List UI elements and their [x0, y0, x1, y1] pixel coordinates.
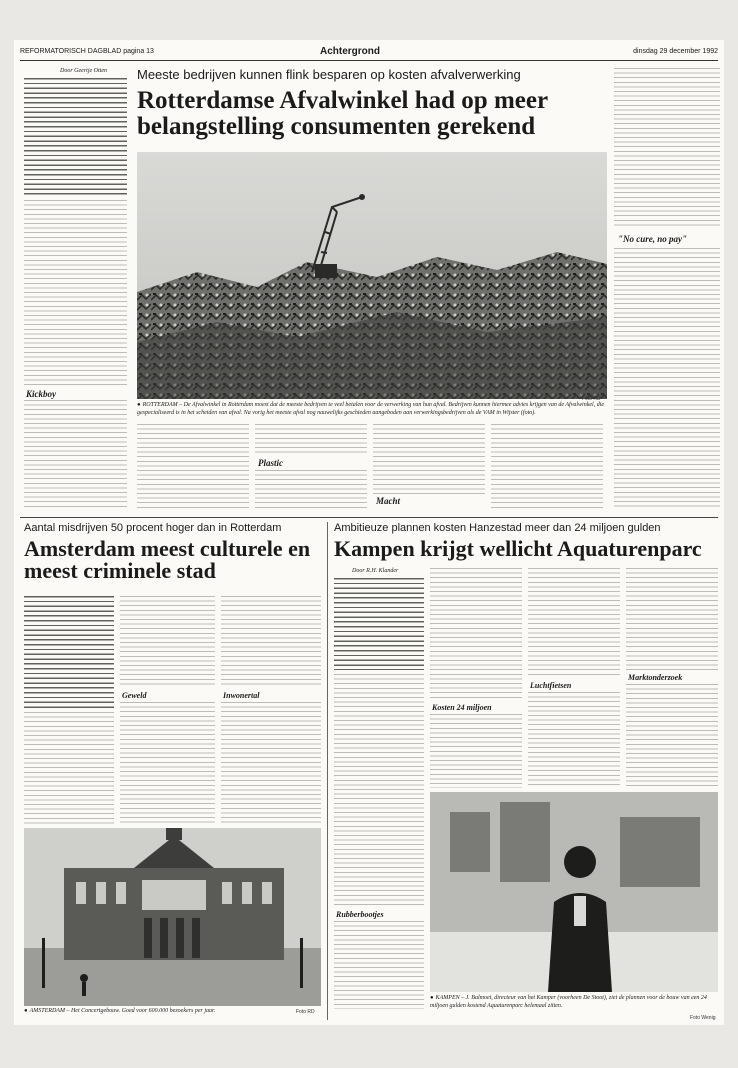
kampen-lead — [334, 578, 424, 670]
amsterdam-body-col2b — [120, 702, 215, 824]
amsterdam-body-col1 — [24, 712, 114, 824]
rotterdam-body-col3a — [255, 424, 367, 454]
amsterdam-kicker: Aantal misdrijven 50 procent hoger dan in Rotterdam — [24, 522, 282, 534]
subhead-plastic: Plastic — [258, 458, 283, 468]
rotterdam-body-col1 — [24, 200, 127, 385]
amsterdam-body-col2a — [120, 596, 215, 688]
rotterdam-headline: Rotterdamse Afvalwinkel had op meer belangstelling consumenten gerekend — [137, 87, 548, 140]
caption-marker-icon: ● — [137, 402, 141, 408]
kampen-body-col2b — [430, 714, 522, 788]
rotterdam-byline: Door Geertje Otten — [60, 68, 107, 74]
rotterdam-body-col3b — [255, 470, 367, 510]
subhead-geweld: Geweld — [122, 691, 147, 700]
section-divider — [20, 517, 718, 518]
rotterdam-body-col2 — [137, 424, 249, 510]
amsterdam-caption-text: AMSTERDAM – Het Concertgebouw. Goed voor 600.000 bezoekers per jaar. — [29, 1008, 216, 1014]
afvalwinkel-photo — [137, 152, 607, 399]
amsterdam-headline: Amsterdam meest culturele en meest criminele stad — [24, 536, 311, 584]
section-title: Achtergrond — [320, 46, 380, 57]
concertgebouw-photo — [24, 828, 321, 1006]
kampen-body-col3a — [528, 568, 620, 678]
page-date: dinsdag 29 december 1992 — [633, 48, 718, 55]
kampen-body-col1b — [334, 921, 424, 1009]
amsterdam-photo-credit: Foto RD — [296, 1009, 315, 1015]
subhead-rubberbootjes: Rubberbootjes — [336, 910, 384, 919]
paper-name: REFORMATORISCH DAGBLAD pagina 13 — [20, 48, 154, 55]
kampen-body-col3b — [528, 692, 620, 788]
caption-marker-icon: ● — [430, 995, 434, 1001]
kampen-director-photo — [430, 792, 718, 992]
rotterdam-photo-credit: Foto RD — [582, 396, 601, 402]
rotterdam-kicker: Meeste bedrijven kunnen flink besparen op kosten afvalverwerking — [137, 67, 521, 82]
subhead-kosten: Kosten 24 miljoen — [432, 703, 492, 712]
rotterdam-caption-text: ROTTERDAM – De Afvalwinkel in Rotterdam moest dat de meeste bedrijven te veel betalen voor de verwerking van hun afval. Bedrijven kunnen hiermee advies krijgen van de Afvalwinkel, die gespecialiseerd is in het scheiden van afval. Na vorig het meeste afval nog nauwelijks geschieden aangeboden aan verwerkingsbedrijven als de VAM in Wijster (foto). — [137, 402, 605, 416]
kampen-byline: Door R.H. Klander — [352, 568, 399, 574]
kampen-body-col4a — [626, 568, 718, 670]
amsterdam-lead — [24, 596, 114, 708]
kampen-caption-text: KAMPEN – J. Balmoet, directeur van het Kamper (voorheen De Stoot), ziet de plannen voor de bouw van een 24 miljoen gulden kostend Aquaturenparc helemaal zitten. — [430, 995, 707, 1009]
kampen-body-col4b — [626, 684, 718, 788]
rotterdam-body-col1b — [24, 400, 127, 510]
subhead-no-cure: "No cure, no pay" — [618, 234, 687, 244]
subhead-macht: Macht — [376, 496, 401, 506]
subhead-luchtfietsen: Luchtfietsen — [530, 681, 572, 690]
kampen-body-col2a — [430, 568, 522, 700]
kampen-kicker: Ambitieuze plannen kosten Hanzestad meer dan 24 miljoen gulden — [334, 522, 661, 534]
kampen-photo-credit: Foto Wenig — [690, 1015, 716, 1021]
subhead-marktonderzoek: Marktonderzoek — [628, 673, 683, 682]
rotterdam-body-right1 — [614, 68, 720, 228]
amsterdam-body-col3b — [221, 702, 321, 824]
masthead — [20, 46, 718, 61]
rotterdam-caption — [137, 402, 607, 417]
rotterdam-body-right2 — [614, 248, 720, 510]
column-divider — [327, 522, 328, 1020]
rotterdam-lead — [24, 78, 127, 196]
subhead-kickboy: Kickboy — [26, 389, 56, 399]
caption-marker-icon: ● — [24, 1008, 28, 1014]
amsterdam-caption — [24, 1008, 284, 1016]
amsterdam-body-col3a — [221, 596, 321, 688]
rotterdam-body-col4 — [373, 424, 485, 494]
kampen-caption — [430, 995, 718, 1010]
kampen-headline: Kampen krijgt wellicht Aquaturenparc — [334, 536, 702, 561]
subhead-inwonertal: Inwonertal — [223, 691, 260, 700]
kampen-body-col1a — [334, 674, 424, 906]
rotterdam-body-col5 — [491, 424, 603, 510]
